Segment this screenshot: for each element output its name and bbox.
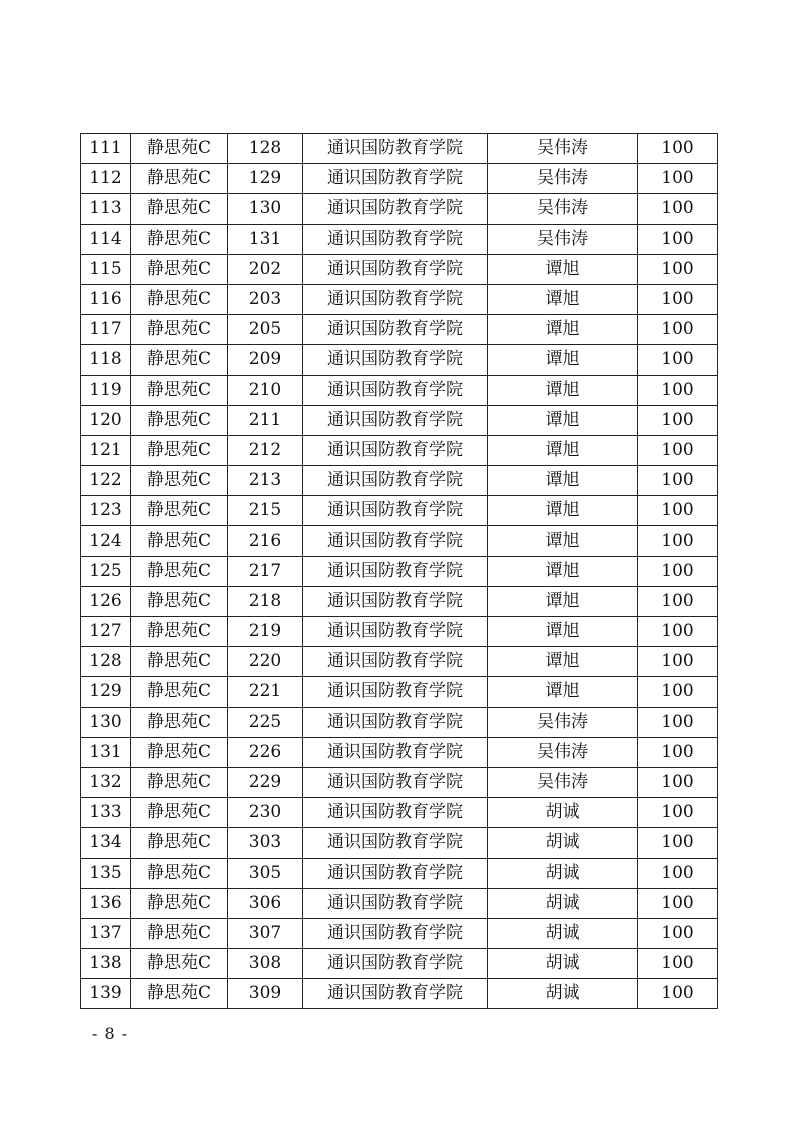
counselor-cell: 胡诚 <box>488 949 638 979</box>
counselor-cell: 吴伟涛 <box>488 707 638 737</box>
seq-number-cell: 121 <box>81 435 131 465</box>
counselor-cell: 谭旭 <box>488 405 638 435</box>
college-cell: 通识国防教育学院 <box>303 496 488 526</box>
seq-number-cell: 132 <box>81 767 131 797</box>
college-cell: 通识国防教育学院 <box>303 918 488 948</box>
score-cell: 100 <box>638 949 718 979</box>
college-cell: 通识国防教育学院 <box>303 707 488 737</box>
seq-number-cell: 125 <box>81 556 131 586</box>
score-cell: 100 <box>638 918 718 948</box>
college-cell: 通识国防教育学院 <box>303 466 488 496</box>
room-number-cell: 219 <box>228 617 303 647</box>
college-cell: 通识国防教育学院 <box>303 224 488 254</box>
seq-number-cell: 133 <box>81 798 131 828</box>
seq-number-cell: 120 <box>81 405 131 435</box>
building-cell: 静思苑C <box>131 737 228 767</box>
seq-number-cell: 136 <box>81 888 131 918</box>
seq-number-cell: 112 <box>81 164 131 194</box>
seq-number-cell: 115 <box>81 254 131 284</box>
seq-number-cell: 122 <box>81 466 131 496</box>
table-row <box>81 949 718 979</box>
college-cell: 通识国防教育学院 <box>303 375 488 405</box>
score-cell: 100 <box>638 617 718 647</box>
building-cell: 静思苑C <box>131 466 228 496</box>
counselor-cell: 谭旭 <box>488 254 638 284</box>
room-number-cell: 129 <box>228 164 303 194</box>
score-cell: 100 <box>638 194 718 224</box>
building-cell: 静思苑C <box>131 949 228 979</box>
room-number-cell: 215 <box>228 496 303 526</box>
room-number-cell: 230 <box>228 798 303 828</box>
table-row <box>81 496 718 526</box>
college-cell: 通识国防教育学院 <box>303 254 488 284</box>
score-cell: 100 <box>638 888 718 918</box>
score-cell: 100 <box>638 345 718 375</box>
building-cell: 静思苑C <box>131 798 228 828</box>
seq-number-cell: 118 <box>81 345 131 375</box>
seq-number-cell: 123 <box>81 496 131 526</box>
table-row <box>81 435 718 465</box>
score-cell: 100 <box>638 767 718 797</box>
counselor-cell: 谭旭 <box>488 466 638 496</box>
building-cell: 静思苑C <box>131 858 228 888</box>
table-row <box>81 284 718 314</box>
seq-number-cell: 126 <box>81 586 131 616</box>
seq-number-cell: 116 <box>81 284 131 314</box>
score-cell: 100 <box>638 375 718 405</box>
seq-number-cell: 129 <box>81 677 131 707</box>
room-number-cell: 202 <box>228 254 303 284</box>
college-cell: 通识国防教育学院 <box>303 677 488 707</box>
building-cell: 静思苑C <box>131 345 228 375</box>
room-number-cell: 131 <box>228 224 303 254</box>
seq-number-cell: 139 <box>81 979 131 1009</box>
building-cell: 静思苑C <box>131 194 228 224</box>
room-number-cell: 212 <box>228 435 303 465</box>
table-row <box>81 254 718 284</box>
seq-number-cell: 117 <box>81 315 131 345</box>
room-number-cell: 128 <box>228 134 303 164</box>
college-cell: 通识国防教育学院 <box>303 798 488 828</box>
building-cell: 静思苑C <box>131 828 228 858</box>
building-cell: 静思苑C <box>131 435 228 465</box>
counselor-cell: 谭旭 <box>488 345 638 375</box>
seq-number-cell: 131 <box>81 737 131 767</box>
score-cell: 100 <box>638 466 718 496</box>
counselor-cell: 胡诚 <box>488 828 638 858</box>
score-cell: 100 <box>638 858 718 888</box>
counselor-cell: 谭旭 <box>488 617 638 647</box>
room-number-cell: 216 <box>228 526 303 556</box>
building-cell: 静思苑C <box>131 586 228 616</box>
roster-table-body <box>81 134 718 1009</box>
college-cell: 通识国防教育学院 <box>303 979 488 1009</box>
college-cell: 通识国防教育学院 <box>303 194 488 224</box>
seq-number-cell: 111 <box>81 134 131 164</box>
college-cell: 通识国防教育学院 <box>303 647 488 677</box>
counselor-cell: 胡诚 <box>488 888 638 918</box>
score-cell: 100 <box>638 979 718 1009</box>
room-number-cell: 225 <box>228 707 303 737</box>
seq-number-cell: 113 <box>81 194 131 224</box>
college-cell: 通识国防教育学院 <box>303 345 488 375</box>
score-cell: 100 <box>638 496 718 526</box>
score-cell: 100 <box>638 526 718 556</box>
seq-number-cell: 124 <box>81 526 131 556</box>
building-cell: 静思苑C <box>131 134 228 164</box>
counselor-cell: 谭旭 <box>488 586 638 616</box>
score-cell: 100 <box>638 254 718 284</box>
counselor-cell: 吴伟涛 <box>488 737 638 767</box>
building-cell: 静思苑C <box>131 677 228 707</box>
table-row <box>81 888 718 918</box>
table-row <box>81 526 718 556</box>
college-cell: 通识国防教育学院 <box>303 556 488 586</box>
table-row <box>81 798 718 828</box>
college-cell: 通识国防教育学院 <box>303 405 488 435</box>
room-number-cell: 213 <box>228 466 303 496</box>
table-row <box>81 164 718 194</box>
room-number-cell: 218 <box>228 586 303 616</box>
counselor-cell: 吴伟涛 <box>488 767 638 797</box>
room-number-cell: 309 <box>228 979 303 1009</box>
college-cell: 通识国防教育学院 <box>303 315 488 345</box>
score-cell: 100 <box>638 828 718 858</box>
building-cell: 静思苑C <box>131 918 228 948</box>
college-cell: 通识国防教育学院 <box>303 617 488 647</box>
score-cell: 100 <box>638 586 718 616</box>
score-cell: 100 <box>638 224 718 254</box>
table-row <box>81 345 718 375</box>
room-number-cell: 307 <box>228 918 303 948</box>
room-number-cell: 226 <box>228 737 303 767</box>
seq-number-cell: 114 <box>81 224 131 254</box>
counselor-cell: 吴伟涛 <box>488 224 638 254</box>
counselor-cell: 胡诚 <box>488 798 638 828</box>
room-number-cell: 130 <box>228 194 303 224</box>
counselor-cell: 吴伟涛 <box>488 134 638 164</box>
building-cell: 静思苑C <box>131 254 228 284</box>
table-row <box>81 315 718 345</box>
seq-number-cell: 119 <box>81 375 131 405</box>
counselor-cell: 胡诚 <box>488 858 638 888</box>
score-cell: 100 <box>638 556 718 586</box>
college-cell: 通识国防教育学院 <box>303 828 488 858</box>
room-number-cell: 221 <box>228 677 303 707</box>
college-cell: 通识国防教育学院 <box>303 737 488 767</box>
table-row <box>81 918 718 948</box>
building-cell: 静思苑C <box>131 647 228 677</box>
score-cell: 100 <box>638 405 718 435</box>
table-row <box>81 737 718 767</box>
building-cell: 静思苑C <box>131 707 228 737</box>
building-cell: 静思苑C <box>131 284 228 314</box>
building-cell: 静思苑C <box>131 979 228 1009</box>
college-cell: 通识国防教育学院 <box>303 526 488 556</box>
room-number-cell: 308 <box>228 949 303 979</box>
counselor-cell: 胡诚 <box>488 979 638 1009</box>
table-row <box>81 647 718 677</box>
room-number-cell: 203 <box>228 284 303 314</box>
table-row <box>81 405 718 435</box>
seq-number-cell: 127 <box>81 617 131 647</box>
score-cell: 100 <box>638 164 718 194</box>
college-cell: 通识国防教育学院 <box>303 949 488 979</box>
college-cell: 通识国防教育学院 <box>303 858 488 888</box>
college-cell: 通识国防教育学院 <box>303 586 488 616</box>
page-number: - 8 - <box>92 1024 129 1043</box>
counselor-cell: 谭旭 <box>488 556 638 586</box>
seq-number-cell: 138 <box>81 949 131 979</box>
building-cell: 静思苑C <box>131 767 228 797</box>
table-row <box>81 979 718 1009</box>
dormitory-roster-table <box>80 133 718 1009</box>
room-number-cell: 210 <box>228 375 303 405</box>
table-row <box>81 677 718 707</box>
seq-number-cell: 130 <box>81 707 131 737</box>
seq-number-cell: 134 <box>81 828 131 858</box>
counselor-cell: 吴伟涛 <box>488 194 638 224</box>
table-row <box>81 556 718 586</box>
building-cell: 静思苑C <box>131 375 228 405</box>
college-cell: 通识国防教育学院 <box>303 888 488 918</box>
counselor-cell: 吴伟涛 <box>488 164 638 194</box>
building-cell: 静思苑C <box>131 315 228 345</box>
college-cell: 通识国防教育学院 <box>303 284 488 314</box>
table-row <box>81 224 718 254</box>
score-cell: 100 <box>638 435 718 465</box>
score-cell: 100 <box>638 284 718 314</box>
table-row <box>81 466 718 496</box>
score-cell: 100 <box>638 134 718 164</box>
building-cell: 静思苑C <box>131 526 228 556</box>
room-number-cell: 205 <box>228 315 303 345</box>
counselor-cell: 谭旭 <box>488 496 638 526</box>
table-row <box>81 134 718 164</box>
score-cell: 100 <box>638 798 718 828</box>
counselor-cell: 谭旭 <box>488 677 638 707</box>
table-row <box>81 586 718 616</box>
counselor-cell: 谭旭 <box>488 435 638 465</box>
table-row <box>81 194 718 224</box>
room-number-cell: 209 <box>228 345 303 375</box>
table-row <box>81 767 718 797</box>
room-number-cell: 306 <box>228 888 303 918</box>
score-cell: 100 <box>638 315 718 345</box>
room-number-cell: 305 <box>228 858 303 888</box>
building-cell: 静思苑C <box>131 164 228 194</box>
room-number-cell: 229 <box>228 767 303 797</box>
building-cell: 静思苑C <box>131 888 228 918</box>
room-number-cell: 217 <box>228 556 303 586</box>
building-cell: 静思苑C <box>131 617 228 647</box>
table-row <box>81 707 718 737</box>
table-row <box>81 617 718 647</box>
score-cell: 100 <box>638 647 718 677</box>
building-cell: 静思苑C <box>131 556 228 586</box>
room-number-cell: 220 <box>228 647 303 677</box>
score-cell: 100 <box>638 737 718 767</box>
college-cell: 通识国防教育学院 <box>303 164 488 194</box>
seq-number-cell: 128 <box>81 647 131 677</box>
counselor-cell: 谭旭 <box>488 284 638 314</box>
seq-number-cell: 135 <box>81 858 131 888</box>
building-cell: 静思苑C <box>131 224 228 254</box>
college-cell: 通识国防教育学院 <box>303 767 488 797</box>
college-cell: 通识国防教育学院 <box>303 134 488 164</box>
table-row <box>81 858 718 888</box>
score-cell: 100 <box>638 707 718 737</box>
table-row <box>81 375 718 405</box>
building-cell: 静思苑C <box>131 405 228 435</box>
room-number-cell: 211 <box>228 405 303 435</box>
table-row <box>81 828 718 858</box>
counselor-cell: 谭旭 <box>488 526 638 556</box>
counselor-cell: 谭旭 <box>488 375 638 405</box>
counselor-cell: 谭旭 <box>488 315 638 345</box>
room-number-cell: 303 <box>228 828 303 858</box>
counselor-cell: 胡诚 <box>488 918 638 948</box>
college-cell: 通识国防教育学院 <box>303 435 488 465</box>
building-cell: 静思苑C <box>131 496 228 526</box>
seq-number-cell: 137 <box>81 918 131 948</box>
score-cell: 100 <box>638 677 718 707</box>
counselor-cell: 谭旭 <box>488 647 638 677</box>
